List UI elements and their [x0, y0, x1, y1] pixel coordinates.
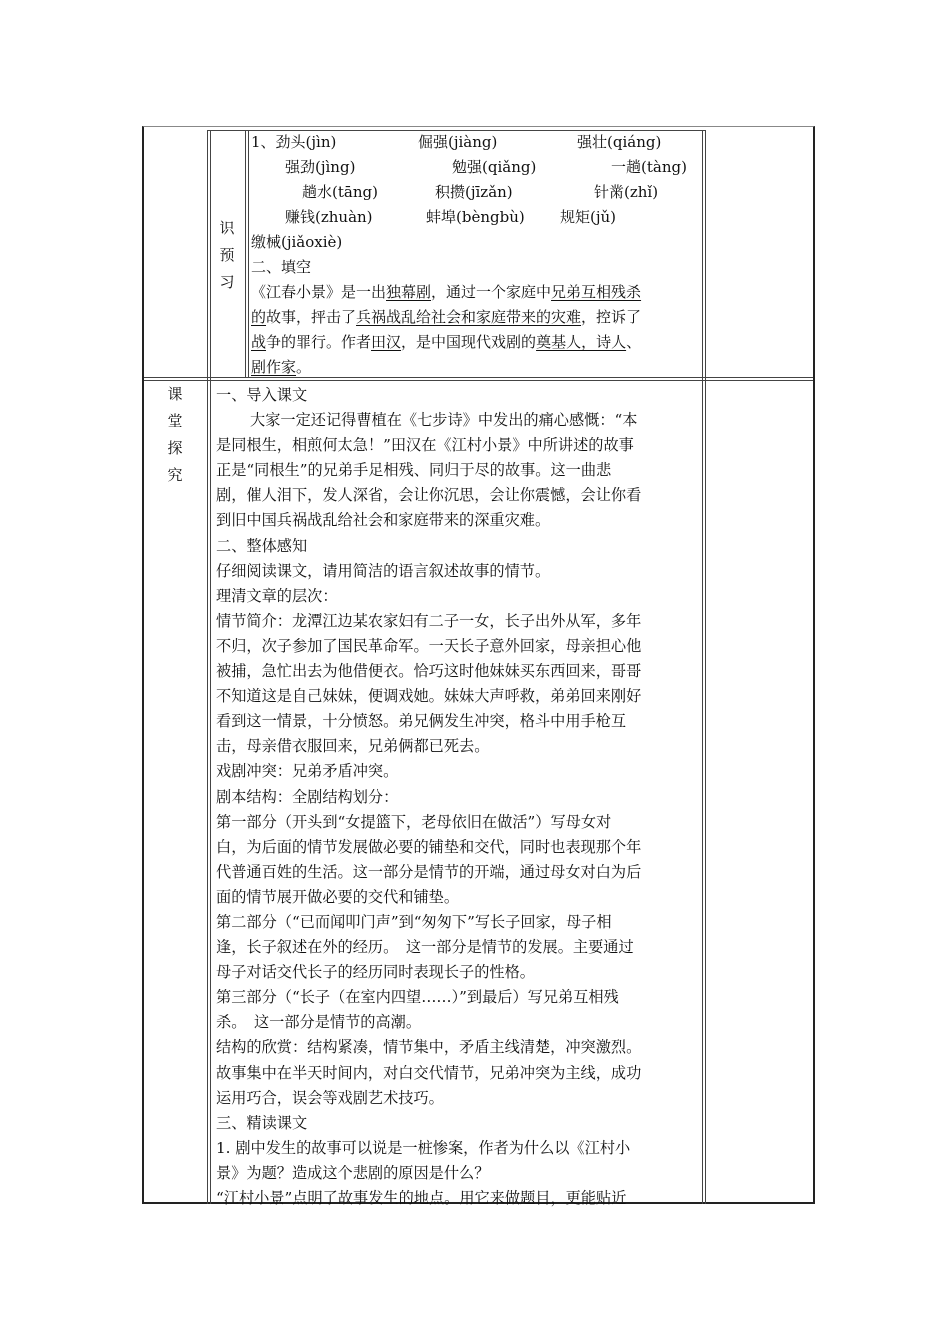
row-divider [144, 380, 813, 381]
paragraph-line: 到旧中国兵祸战乱给社会和家庭带来的深重灾难。 [216, 511, 551, 530]
paragraph-line: 剧本结构：全剧结构划分： [216, 787, 399, 806]
fill-answer: 兵祸战乱给社会和家庭带来的灾难 [356, 308, 582, 326]
paragraph-line: 运用巧合，误会等戏剧艺术技巧。 [216, 1088, 444, 1107]
pinyin-item: 趟水(tāng) [302, 183, 378, 201]
pinyin-item: 强壮(qiáng) [577, 133, 662, 151]
label-char: 堂 [167, 412, 183, 430]
pinyin-item: 缴械(jiǎoxiè) [251, 233, 343, 251]
paragraph-line: 是同根生，相煎何太急！”田汉在《江村小景》中所讲述的故事 [216, 436, 634, 455]
fill-line: 《江春小景》是一出独幕剧，通过一个家庭中兄弟互相残杀 [251, 283, 642, 301]
paragraph-line: 故事集中在半天时间内，对白交代情节，兄弟冲突为主线，成功 [216, 1063, 642, 1082]
row-label-inquiry [160, 381, 190, 489]
paragraph-line: 结构的欣赏：结构紧凑，情节集中，矛盾主线清楚，冲突激烈。 [216, 1038, 642, 1057]
fill-line: 战争的罪行。作者田汉，是中国现代戏剧的奠基人，诗人、 [251, 333, 642, 351]
paragraph-line: 景》为题？造成这个悲剧的原因是什么？ [216, 1163, 490, 1182]
paragraph-line: 被捕，急忙出去为他借便衣。恰巧这时他妹妹买东西回来，哥哥 [216, 662, 642, 681]
label-char: 预 [219, 246, 235, 264]
paragraph-line: “江村小景”点明了故事发生的地点。用它来做题目，更能贴近 [216, 1189, 627, 1207]
paragraph-line: 第二部分（“已而闻叩门声”到“匆匆下”写长子回家，母子相 [216, 912, 612, 931]
paragraph-line: 看到这一情景，十分愤怒。弟兄俩发生冲突，格斗中用手枪互 [216, 712, 627, 731]
pinyin-item: 蚌埠(bèngbù) [426, 208, 525, 226]
row-label-preview [212, 215, 242, 296]
column-divider [705, 130, 706, 1204]
fill-answer: 独幕剧 [386, 283, 432, 301]
pinyin-item: 勉强(qiǎng) [452, 158, 537, 176]
fill-answer: 兄弟互相残杀 [551, 283, 642, 301]
paragraph-line: 情节简介：龙潭江边某农家妇有二子一女，长子出外从军，多年 [216, 611, 642, 630]
section-heading: 三、精读课文 [216, 1113, 308, 1132]
inquiry-section [216, 383, 698, 1211]
paragraph-line: 第三部分（“长子（在室内四望……）”到最后）写兄弟互相残 [216, 988, 619, 1007]
paragraph-line: 仔细阅读课文，请用简洁的语言叙述故事的情节。 [216, 561, 551, 580]
paragraph-line: 1. 剧中发生的故事可以说是一桩惨案，作者为什么以《江村小 [216, 1138, 631, 1157]
pinyin-item: 规矩(jǔ) [560, 208, 617, 226]
pinyin-item: 积攒(jīzǎn) [435, 183, 513, 201]
paragraph-line: 理清文章的层次： [216, 586, 338, 605]
paragraph-line: 白，为后面的情节发展做必要的铺垫和交代，同时也表现那个年 [216, 837, 642, 856]
paragraph-line: 面的情节展开做必要的交代和铺垫。 [216, 887, 459, 906]
pinyin-item: 强劲(jìng) [285, 158, 356, 176]
paragraph-line: 代普通百姓的生活。这一部分是情节的开端，通过母女对白为后 [216, 862, 642, 881]
pinyin-item: 赚钱(zhuàn) [285, 208, 373, 226]
row-divider [144, 377, 813, 378]
section-heading: 二、整体感知 [216, 536, 308, 555]
paragraph-line: 第一部分（开头到“女提篮下，老母依旧在做活”）写母女对 [216, 812, 612, 831]
column-divider [702, 130, 703, 1204]
section-heading: 一、导入课文 [216, 386, 308, 404]
pinyin-item: 一趟(tàng) [611, 158, 687, 176]
paragraph-line: 逢，长子叙述在外的经历。 这一部分是情节的发展。主要通过 [216, 938, 634, 957]
fill-answer: 剧作家 [251, 358, 297, 376]
label-char: 究 [167, 466, 183, 484]
column-divider [207, 130, 208, 1204]
fill-answer: 奠基人，诗人 [536, 333, 627, 351]
paragraph-line: 母子对话交代长子的经历同时表现长子的性格。 [216, 963, 535, 982]
pinyin-item: 针黹(zhǐ) [594, 183, 659, 201]
column-divider [248, 130, 249, 378]
pinyin-item: 1、劲头(jìn) [251, 133, 337, 151]
paragraph-line: 剧，催人泪下，发人深省，会让你沉思，会让你震憾，会让你看 [216, 486, 642, 505]
label-char: 课 [167, 385, 183, 403]
label-char: 识 [219, 219, 235, 237]
paragraph-line: 正是“同根生”的兄弟手足相残、同归于尽的故事。这一曲悲 [216, 461, 612, 480]
pinyin-item: 倔强(jiàng) [418, 133, 498, 151]
fill-line: 的故事，抨击了兵祸战乱给社会和家庭带来的灾难，控诉了 [251, 308, 642, 326]
column-divider [245, 130, 246, 378]
label-char: 探 [167, 439, 183, 457]
fill-answer: 田汉 [371, 333, 402, 351]
paragraph-line: 大家一定还记得曹植在《七步诗》中发出的痛心感慨：“本 [250, 411, 638, 430]
paragraph-line: 击，母亲借衣服回来，兄弟俩都已死去。 [216, 737, 490, 756]
paragraph-line: 杀。 这一部分是情节的高潮。 [216, 1013, 422, 1032]
column-divider [210, 130, 211, 1204]
paragraph-line: 不知道这是自己妹妹，便调戏她。妹妹大声呼救，弟弟回来刚好 [216, 687, 642, 706]
paragraph-line: 戏剧冲突：兄弟矛盾冲突。 [216, 762, 399, 781]
label-char: 习 [219, 273, 235, 291]
fill-line: 剧作家。 [251, 358, 312, 376]
fill-heading: 二、填空 [251, 258, 312, 276]
paragraph-line: 不归，次子参加了国民革命军。一天长子意外回家，母亲担心他 [216, 636, 642, 655]
